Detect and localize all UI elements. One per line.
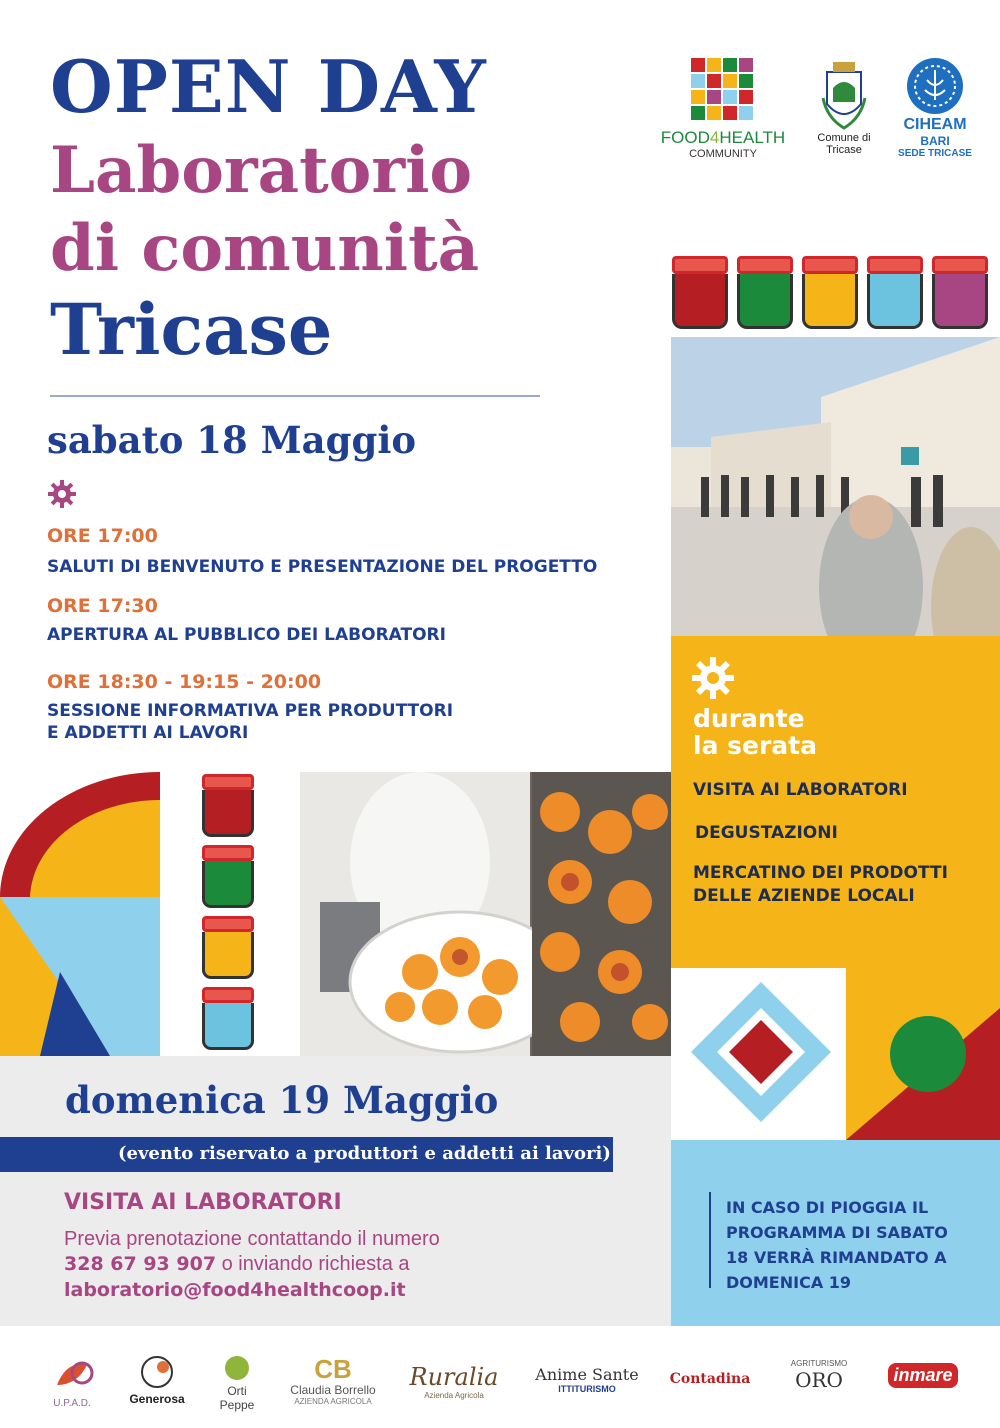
geometric-decoration-right bbox=[671, 968, 1000, 1140]
sponsor-anime-sub: ITTITURISMO bbox=[558, 1384, 616, 1394]
upad-logo-icon bbox=[47, 1355, 97, 1395]
title-place: Tricase bbox=[50, 288, 333, 371]
jar-green bbox=[737, 256, 793, 329]
program-item-welcome: SALUTI DI BENVENUTO E PRESENTAZIONE DEL PROGETTO bbox=[47, 557, 598, 577]
sponsor-contadina-name: Contadina bbox=[669, 1371, 751, 1387]
sunday-title: domenica 19 Maggio bbox=[65, 1078, 499, 1122]
sponsor-oro-name: ORO bbox=[795, 1368, 843, 1392]
sponsor-claudia-borrello bbox=[284, 1355, 382, 1406]
sponsor-ruralia-name: Ruralia bbox=[409, 1363, 499, 1391]
ciheam-name: CIHEAM bbox=[903, 116, 967, 133]
orti-logo-icon bbox=[219, 1355, 255, 1381]
evening-title-line1: durante bbox=[693, 704, 805, 733]
evening-item-visit: VISITA AI LABORATORI bbox=[693, 780, 908, 800]
program-item-opening: APERTURA AL PUBBLICO DEI LABORATORI bbox=[47, 625, 446, 645]
divider bbox=[50, 395, 540, 397]
food4health-jars-icon bbox=[691, 58, 755, 122]
evening-title-line2: la serata bbox=[693, 731, 817, 760]
jar-lightblue bbox=[867, 256, 923, 329]
rain-notice-text bbox=[726, 1195, 948, 1295]
rain-notice-rule bbox=[709, 1192, 711, 1288]
ciheam-emblem-icon bbox=[905, 56, 965, 116]
ciheam-sub: SEDE TRICASE bbox=[898, 148, 972, 159]
sponsor-generosa-name: Generosa bbox=[129, 1392, 185, 1406]
ciheam-city: BARI bbox=[920, 134, 950, 148]
booking-line2-rest: o inviando richiesta a bbox=[216, 1253, 410, 1275]
sponsor-contadina bbox=[668, 1355, 752, 1387]
comune-line2: Tricase bbox=[826, 144, 862, 156]
booking-phone[interactable]: 328 67 93 907 bbox=[64, 1253, 217, 1275]
jar-red bbox=[672, 256, 728, 329]
sponsor-orti-name: Orti bbox=[227, 1384, 247, 1398]
title-laboratorio bbox=[50, 132, 479, 288]
food4health-sub: COMMUNITY bbox=[689, 148, 757, 160]
evening-item-market-line1: MERCATINO DEI PRODOTTI bbox=[693, 863, 948, 883]
evening-item-market-line2: DELLE AZIENDE LOCALI bbox=[693, 886, 915, 906]
gear-icon-white bbox=[692, 657, 734, 699]
geometric-decoration-left bbox=[0, 772, 160, 1056]
sponsor-inmare-name: inmare bbox=[888, 1363, 958, 1388]
comune-tricase-logo bbox=[812, 58, 876, 156]
ciheam-logo bbox=[893, 56, 977, 159]
title-lab-line1: Laboratorio bbox=[50, 133, 473, 208]
program-item-session-line1: SESSIONE INFORMATIVA PER PRODUTTORI bbox=[47, 701, 454, 721]
sponsor-agriturismo-oro bbox=[776, 1355, 862, 1392]
food4health-text-c: HEALTH bbox=[719, 128, 786, 147]
evening-title bbox=[693, 705, 817, 759]
evening-item-tasting: DEGUSTAZIONI bbox=[695, 823, 838, 843]
time-1830: ORE 18:30 - 19:15 - 20:00 bbox=[47, 671, 322, 693]
sunday-note: (evento riservato a produttori e addetti ai lavori) bbox=[118, 1143, 611, 1164]
sponsor-claudia-name: Claudia Borrello bbox=[290, 1383, 376, 1397]
rain-line2: PROGRAMMA DI SABATO bbox=[726, 1223, 948, 1242]
sponsor-upad bbox=[42, 1355, 102, 1409]
sponsor-anime-sante bbox=[528, 1355, 646, 1394]
title-lab-line2: di comunità bbox=[50, 211, 480, 286]
sponsor-claudia-sub: AZIENDA AGRICOLA bbox=[294, 1397, 372, 1406]
cb-monogram-icon: CB bbox=[314, 1354, 352, 1384]
title-open-day: OPEN DAY bbox=[50, 44, 487, 129]
sponsor-ruralia-sub: Azienda Agricola bbox=[424, 1391, 484, 1400]
sponsor-orti-peppe bbox=[212, 1355, 262, 1412]
vjar-red bbox=[202, 774, 254, 837]
vjar-lightblue bbox=[202, 987, 254, 1050]
vjar-yellow bbox=[202, 916, 254, 979]
photo-community-gathering bbox=[671, 337, 1000, 636]
rain-line1: IN CASO DI PIOGGIA IL bbox=[726, 1198, 929, 1217]
sponsor-upad-name: U.P.A.D. bbox=[53, 1398, 91, 1409]
sponsor-inmare bbox=[888, 1355, 958, 1388]
sponsor-generosa bbox=[125, 1355, 189, 1406]
program-item-session-line2: E ADDETTI AI LAVORI bbox=[47, 723, 249, 743]
time-1700: ORE 17:00 bbox=[47, 525, 158, 547]
booking-line1: Previa prenotazione contattando il numero bbox=[64, 1228, 440, 1250]
crest-icon bbox=[819, 58, 869, 132]
time-1730: ORE 17:30 bbox=[47, 595, 158, 617]
photo-oranges-lab bbox=[300, 772, 671, 1056]
food4health-text-a: FOOD bbox=[660, 128, 710, 147]
generosa-logo-icon bbox=[137, 1355, 177, 1389]
rain-line4: DOMENICA 19 bbox=[726, 1273, 852, 1292]
sponsor-anime-name: Anime Sante bbox=[535, 1365, 639, 1384]
sponsor-ruralia bbox=[406, 1355, 502, 1400]
food4health-logo bbox=[658, 58, 788, 160]
rain-line3: 18 VERRÀ RIMANDATO A bbox=[726, 1248, 947, 1267]
jar-yellow bbox=[802, 256, 858, 329]
jar-purple bbox=[932, 256, 988, 329]
booking-email[interactable]: laboratorio@food4healthcoop.it bbox=[64, 1279, 406, 1301]
comune-line1: Comune di bbox=[817, 132, 871, 144]
saturday-title: sabato 18 Maggio bbox=[47, 418, 417, 462]
sponsor-orti-sub: Peppe bbox=[219, 1398, 255, 1412]
gear-icon bbox=[48, 480, 76, 508]
booking-line2 bbox=[64, 1253, 410, 1276]
food4health-text-b: 4 bbox=[709, 128, 720, 147]
sponsor-oro-sub: AGRITURISMO bbox=[790, 1359, 848, 1368]
sunday-visit-title: VISITA AI LABORATORI bbox=[64, 1190, 342, 1215]
vjar-green bbox=[202, 845, 254, 908]
